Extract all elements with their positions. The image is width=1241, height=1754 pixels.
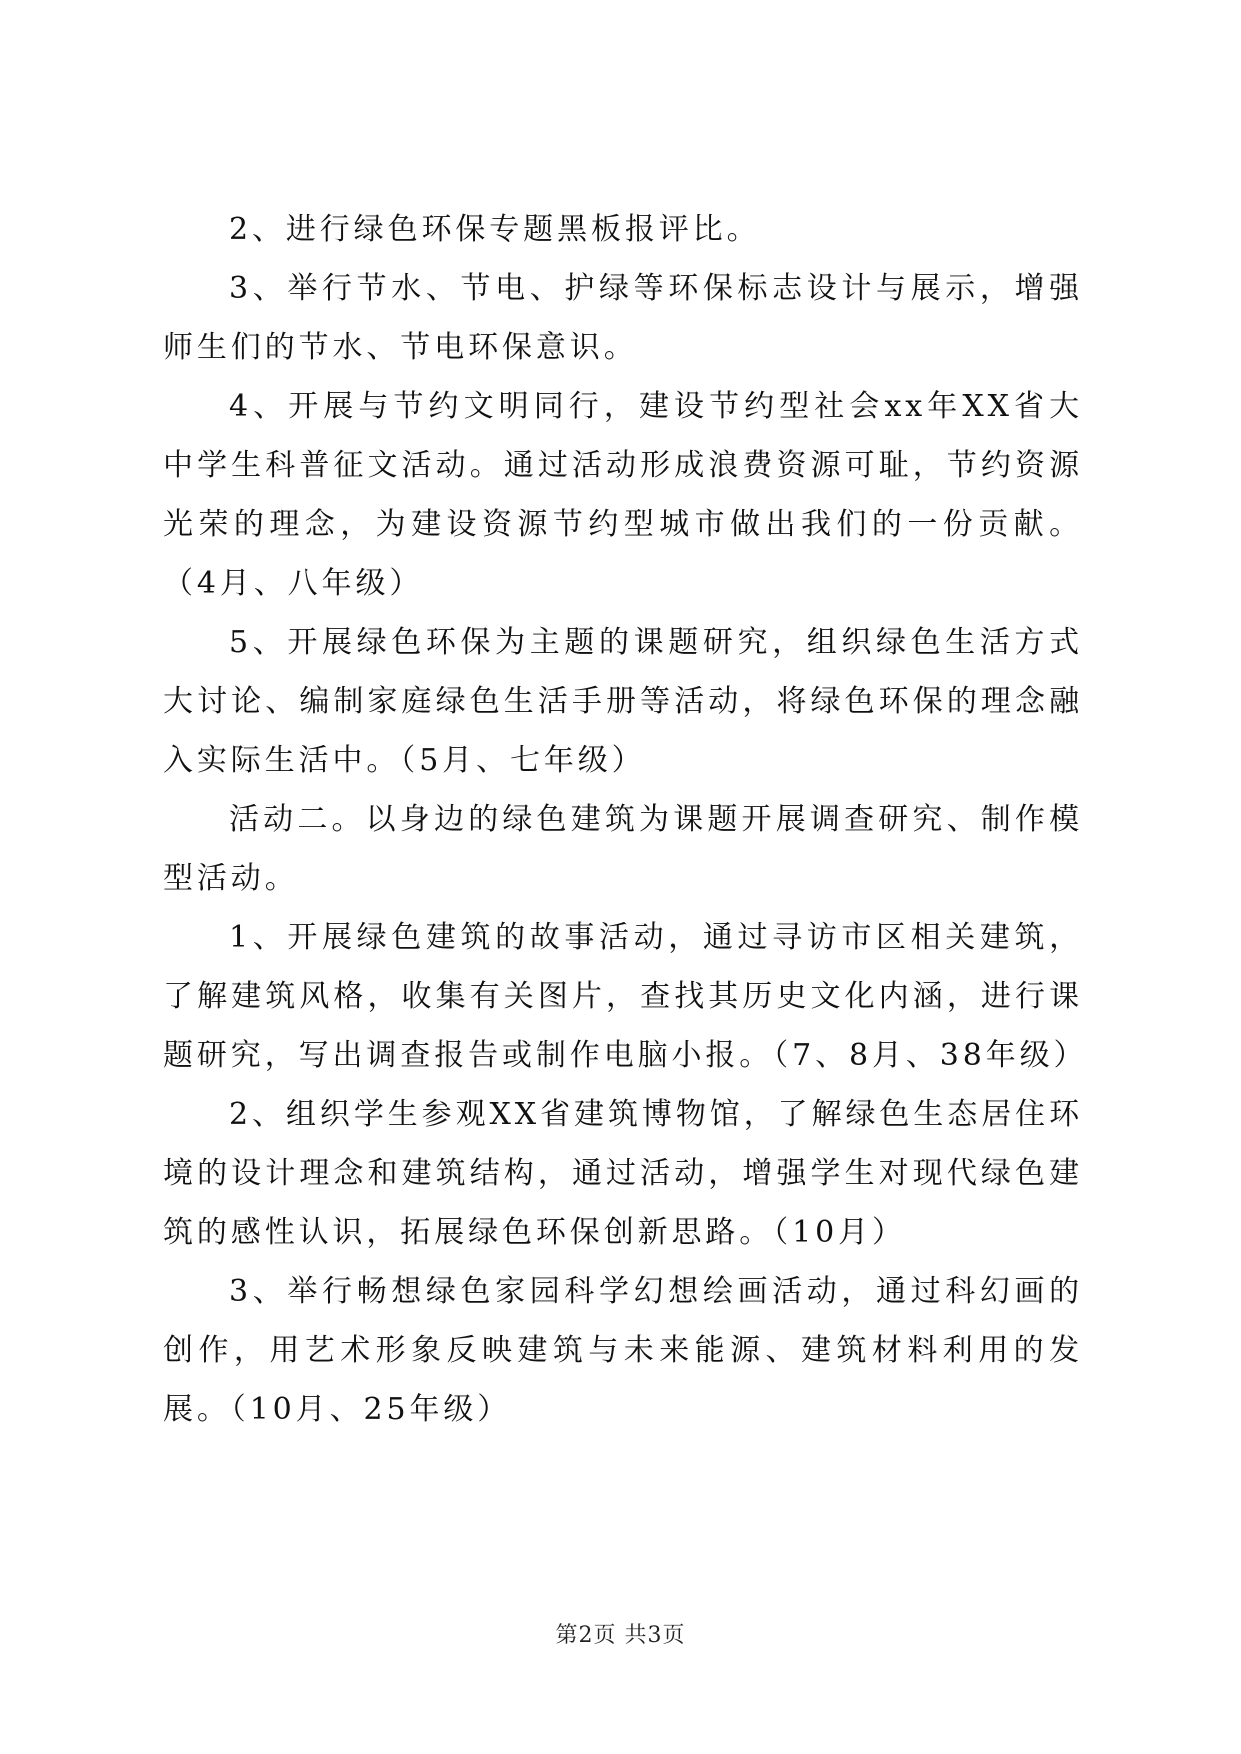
paragraph: 3、举行畅想绿色家园科学幻想绘画活动，通过科幻画的创作，用艺术形象反映建筑与未来能源、建筑材料利用的发展。（10月、25年级） [163,1274,1083,1427]
page-footer: 第2页 共3页 [555,1623,686,1648]
document-body [163,200,1088,1439]
paragraph: 2、进行绿色环保专题黑板报评比。 [229,212,761,247]
paragraph: 1、开展绿色建筑的故事活动，通过寻访市区相关建筑，了解建筑风格，收集有关图片，查找其历史文化内涵，进行课题研究，写出调查报告或制作电脑小报。（7、8月、38年级） [163,920,1088,1073]
paragraph: 2、组织学生参观XX省建筑博物馆，了解绿色生态居住环境的设计理念和建筑结构，通过活动，增强学生对现代绿色建筑的感性认识，拓展绿色环保创新思路。（10月） [163,1097,1083,1250]
section-heading-paragraph: 活动二。以身边的绿色建筑为课题开展调查研究、制作模型活动。 [163,802,1083,896]
paragraph: 3、举行节水、节电、护绿等环保标志设计与展示，增强师生们的节水、节电环保意识。 [163,271,1083,365]
paragraph: 4、开展与节约文明同行，建设节约型社会xx年XX省大中学生科普征文活动。通过活动形成浪费资源可耻，节约资源光荣的理念，为建设资源节约型城市做出我们的一份贡献。（4月、八年级） [163,389,1083,601]
paragraph: 5、开展绿色环保为主题的课题研究，组织绿色生活方式大讨论、编制家庭绿色生活手册等活动，将绿色环保的理念融入实际生活中。（5月、七年级） [163,625,1083,778]
